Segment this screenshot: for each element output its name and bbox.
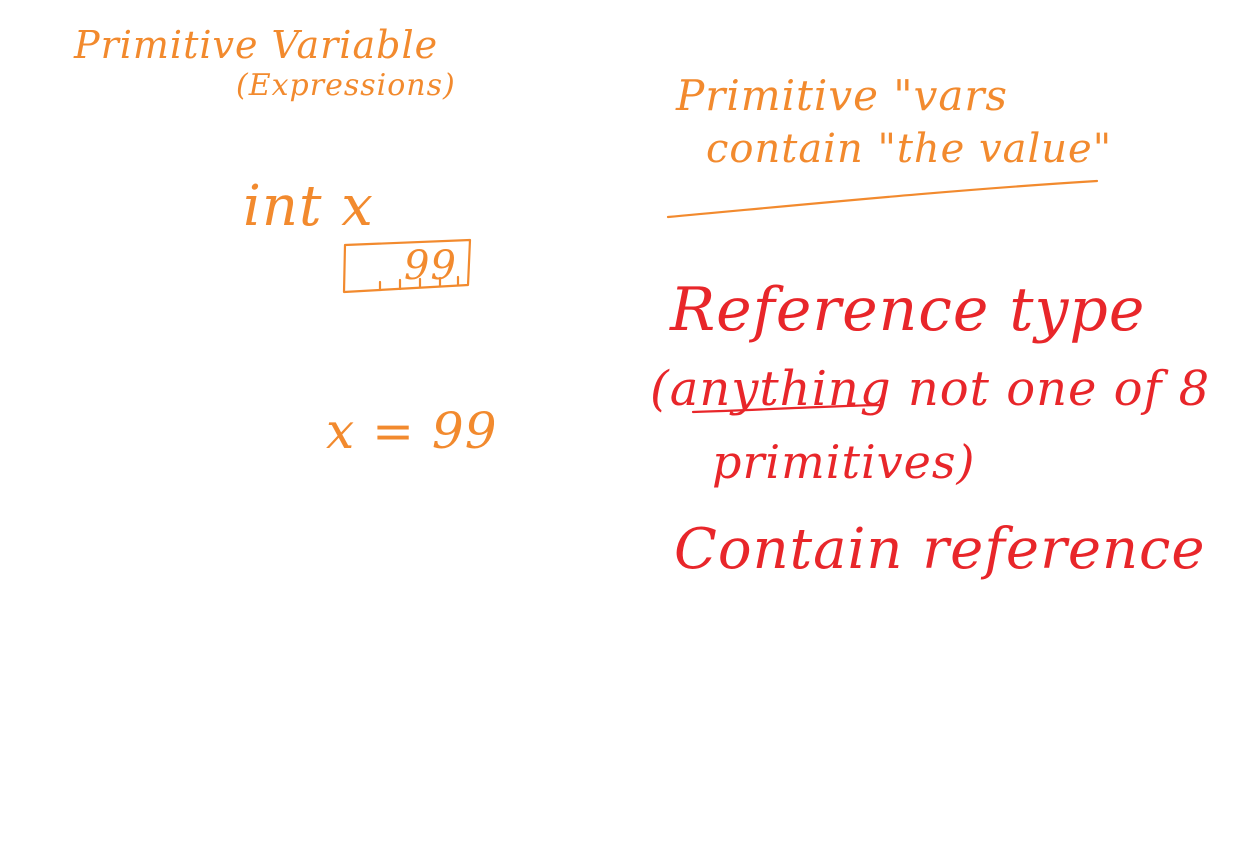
reference-line-primitives: primitives) [712,435,976,489]
primitive-vars-line1: Primitive "vars [676,71,1008,120]
contain-the-value-line2: contain "the value" [706,126,1113,172]
section-divider [668,181,1097,217]
primitive-variable-heading: Primitive Variable [74,23,439,67]
assignment-expression: x = 99 [326,402,498,460]
int-x-declaration: int x [243,174,374,239]
expressions-subheading: (Expressions) [236,68,456,103]
contain-reference-line: Contain reference [674,517,1206,582]
reference-type-heading: Reference type [670,275,1146,345]
reference-line-anything: (anything not one of 8 [650,361,1211,417]
memory-box-value: 99 [404,243,457,289]
